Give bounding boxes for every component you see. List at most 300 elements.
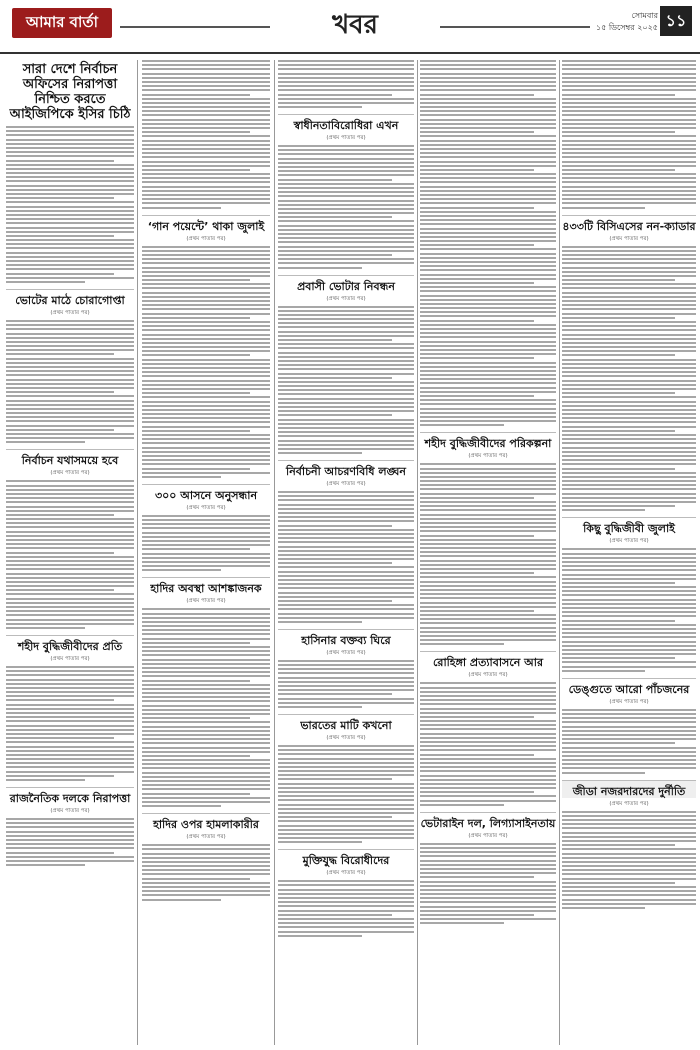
text-line — [278, 187, 414, 189]
text-line — [142, 853, 270, 855]
text-line — [278, 385, 414, 387]
masthead-rule-right — [440, 26, 590, 28]
continuation-note: (প্রথম পাতার পর) — [186, 598, 226, 605]
text-line — [562, 557, 696, 559]
text-line — [142, 801, 270, 803]
text-line — [420, 787, 556, 789]
text-line — [278, 162, 414, 164]
article-body — [562, 709, 696, 774]
text-line — [562, 127, 696, 129]
text-line — [142, 709, 270, 711]
text-line — [142, 77, 270, 79]
text-line — [562, 338, 696, 340]
text-line — [562, 611, 696, 613]
text-line — [562, 493, 696, 495]
text-line — [562, 603, 696, 605]
text-line — [278, 504, 414, 506]
headline-some-intellectuals[interactable]: কিছু বুদ্ধিজীবী জুলাই — [562, 517, 696, 535]
text-line — [6, 826, 134, 828]
text-line — [562, 886, 696, 888]
text-line — [6, 779, 85, 781]
article-body — [278, 306, 414, 455]
text-line — [6, 552, 114, 554]
headline-dengue[interactable]: ডেঙ্গুতে আরো পাঁচজনের — [562, 678, 696, 696]
text-line — [562, 156, 696, 158]
article-body — [562, 548, 696, 671]
text-line — [142, 94, 250, 96]
text-line — [278, 246, 414, 248]
text-line — [420, 274, 556, 276]
text-line — [562, 738, 696, 740]
text-line — [562, 177, 696, 179]
text-line — [278, 452, 362, 454]
text-line — [6, 531, 134, 533]
text-line — [420, 89, 556, 91]
text-line — [142, 548, 250, 550]
headline-martyred-intellectuals[interactable]: শহীদ বুদ্ধিজীবীদের প্রতি — [6, 635, 134, 653]
text-line — [6, 341, 134, 343]
text-line — [6, 252, 134, 254]
headline-ec-security[interactable]: সারা দেশে নির্বাচন অফিসের নিরাপত্তা নিশ্চিত করতে আইজিপিকে ইসির চিঠি — [9, 62, 131, 122]
text-line — [6, 556, 134, 558]
text-line — [6, 733, 134, 735]
text-line — [420, 424, 504, 426]
text-line — [562, 717, 696, 719]
text-line — [562, 207, 645, 209]
text-line — [562, 632, 696, 634]
text-line — [562, 505, 675, 507]
text-line — [278, 106, 362, 108]
text-line — [142, 899, 221, 901]
text-line — [142, 64, 270, 66]
text-line — [142, 283, 270, 285]
headline-intellectual-plan[interactable]: শহীদ বুদ্ধিজীবীদের পরিকল্পনা — [420, 432, 556, 450]
text-line — [562, 624, 696, 626]
article-body — [142, 515, 270, 571]
text-line — [6, 485, 134, 487]
text-line — [420, 754, 534, 756]
text-line — [562, 81, 696, 83]
text-line — [562, 832, 696, 834]
text-line — [142, 873, 270, 875]
text-line — [562, 367, 696, 369]
text-line — [420, 190, 556, 192]
text-line — [142, 638, 270, 640]
text-line — [562, 64, 696, 66]
text-line — [420, 885, 556, 887]
text-line — [6, 593, 134, 595]
text-line — [562, 68, 696, 70]
text-line — [6, 856, 134, 858]
text-line — [278, 444, 414, 446]
headline-india-soil[interactable]: ভারতের মাটি কখনো — [278, 714, 414, 732]
text-line — [278, 804, 414, 806]
text-line — [142, 308, 270, 310]
text-line — [562, 899, 696, 901]
text-line — [278, 770, 414, 772]
text-line — [6, 835, 134, 837]
text-line — [6, 480, 134, 482]
text-line — [562, 198, 696, 200]
text-line — [278, 145, 414, 147]
text-line — [562, 844, 675, 846]
text-line — [278, 195, 414, 197]
text-line — [278, 60, 414, 62]
text-line — [278, 762, 414, 764]
text-line — [278, 554, 414, 556]
text-line — [278, 254, 392, 256]
text-line — [420, 127, 556, 129]
text-line — [142, 148, 270, 150]
text-line — [562, 742, 675, 744]
continuation-note: (প্রথম পাতার পর) — [326, 734, 366, 741]
text-line — [142, 110, 270, 112]
text-line — [562, 594, 696, 596]
text-line — [6, 358, 134, 360]
text-line — [142, 119, 270, 121]
text-line — [278, 310, 414, 312]
headline-hadi-condition[interactable]: হাদির অবস্থা আশঙ্কাজনক — [142, 577, 270, 595]
text-line — [142, 730, 270, 732]
text-line — [278, 220, 414, 222]
text-line — [142, 684, 270, 686]
text-line — [562, 334, 696, 336]
text-line — [420, 399, 556, 401]
text-line — [6, 151, 134, 153]
text-line — [6, 383, 134, 385]
text-line — [420, 102, 556, 104]
text-line — [142, 654, 270, 656]
headline-bcs-non-cadre[interactable]: ৪৩৩টি বিসিএসের নন-ক্যাডার — [562, 215, 696, 233]
continuation-note: (প্রথম পাতার পর) — [609, 235, 649, 242]
text-line — [562, 645, 696, 647]
text-line — [420, 282, 534, 284]
continuation-note: (প্রথম পাতার পর) — [468, 832, 508, 839]
text-line — [6, 235, 114, 237]
text-line — [562, 755, 696, 757]
text-line — [142, 633, 270, 635]
text-line — [278, 749, 414, 751]
text-line — [6, 172, 134, 174]
text-line — [6, 197, 114, 199]
text-line — [562, 747, 696, 749]
text-line — [562, 152, 696, 154]
text-line — [6, 674, 134, 676]
text-line — [142, 519, 270, 521]
text-line — [420, 152, 556, 154]
text-line — [562, 186, 696, 188]
continuation-note: (প্রথম পাতার পর) — [186, 504, 226, 511]
text-line — [562, 106, 696, 108]
text-line — [142, 447, 270, 449]
text-line — [6, 139, 134, 141]
text-line — [562, 641, 696, 643]
text-line — [420, 543, 556, 545]
text-line — [278, 410, 414, 412]
text-line — [420, 336, 556, 338]
headline-hasina-speech[interactable]: হাসিনার বক্তব্য ঘিরে — [278, 629, 414, 647]
text-line — [142, 346, 270, 348]
text-line — [6, 349, 134, 351]
text-line — [142, 262, 270, 264]
text-line — [278, 525, 392, 527]
text-line — [6, 581, 134, 583]
text-line — [562, 848, 696, 850]
text-line — [420, 893, 556, 895]
text-line — [420, 610, 534, 612]
text-line — [142, 438, 270, 440]
text-line — [562, 484, 696, 486]
text-line — [278, 783, 414, 785]
text-line — [142, 60, 270, 62]
text-line — [420, 85, 556, 87]
text-line — [142, 271, 270, 273]
text-line — [562, 455, 696, 457]
text-line — [420, 791, 534, 793]
text-line — [278, 183, 414, 185]
text-line — [420, 695, 556, 697]
text-line — [562, 85, 696, 87]
text-line — [278, 537, 414, 539]
text-line — [420, 712, 556, 714]
text-line — [142, 127, 270, 129]
text-line — [420, 420, 556, 422]
text-line — [142, 430, 250, 432]
text-line — [278, 558, 414, 560]
text-line — [142, 207, 221, 209]
text-line — [420, 207, 534, 209]
text-line — [142, 561, 270, 563]
text-line — [562, 275, 696, 277]
headline-corruption[interactable]: জীডা নজরদারদের দুর্নীতি — [562, 780, 696, 798]
text-line — [6, 268, 134, 270]
text-line — [142, 254, 270, 256]
text-line — [420, 131, 534, 133]
text-line — [562, 313, 696, 315]
text-line — [562, 713, 696, 715]
text-line — [6, 526, 134, 528]
text-line — [278, 753, 414, 755]
headline-expat-voter[interactable]: প্রবাসী ভোটার নিবন্ধন — [278, 275, 414, 293]
text-line — [6, 429, 114, 431]
text-line — [562, 763, 696, 765]
column-rule — [274, 60, 275, 1045]
text-line — [278, 668, 414, 670]
text-line — [562, 271, 696, 273]
text-line — [420, 918, 556, 920]
article-body — [6, 126, 134, 283]
text-line — [142, 515, 270, 517]
text-line — [6, 762, 134, 764]
text-line — [420, 800, 556, 802]
headline-party-security[interactable]: রাজনৈতিক দলকে নিরাপত্তা — [6, 787, 134, 805]
text-line — [278, 389, 414, 391]
text-line — [562, 548, 696, 550]
text-line — [142, 342, 270, 344]
text-line — [6, 489, 134, 491]
text-line — [6, 679, 134, 681]
text-line — [420, 332, 556, 334]
text-line — [562, 169, 675, 171]
headline-gun-point-july[interactable]: ‘গান পয়েন্টে’ থাকা জুলাই — [142, 215, 270, 233]
text-line — [278, 237, 414, 239]
text-line — [420, 362, 556, 364]
text-line — [278, 335, 414, 337]
text-line — [420, 303, 556, 305]
headline-hadi-attacker[interactable]: হাদির ওপর হামলাকারীর — [142, 813, 270, 831]
text-line — [562, 819, 696, 821]
text-line — [142, 177, 270, 179]
text-line — [142, 751, 270, 753]
text-line — [420, 745, 556, 747]
text-line — [6, 395, 134, 397]
text-line — [562, 396, 696, 398]
text-line — [420, 728, 556, 730]
text-line — [6, 670, 134, 672]
text-line — [278, 897, 414, 899]
text-line — [278, 575, 414, 577]
text-line — [278, 204, 414, 206]
text-line — [420, 307, 556, 309]
headline-anti-liberation[interactable]: স্বাধীনতাবিরোধিরা এখন — [278, 114, 414, 132]
text-line — [420, 161, 556, 163]
text-line — [6, 864, 85, 866]
text-line — [278, 918, 414, 920]
text-line — [420, 509, 556, 511]
text-line — [278, 512, 414, 514]
text-line — [278, 778, 392, 780]
column-rule — [559, 60, 560, 1045]
headline-anti-liberation-war[interactable]: মুক্তিযুদ্ধ বিরোধীদের — [278, 849, 414, 867]
text-line — [420, 872, 556, 874]
text-line — [562, 375, 696, 377]
text-line — [420, 106, 556, 108]
text-line — [142, 721, 270, 723]
text-line — [142, 89, 270, 91]
text-line — [142, 688, 270, 690]
text-line — [420, 148, 556, 150]
text-line — [278, 698, 414, 700]
text-line — [420, 194, 556, 196]
text-line — [6, 627, 85, 629]
text-line — [6, 704, 134, 706]
article-body — [6, 320, 134, 443]
headline-300-seats[interactable]: ৩০০ আসনে অনুসন্ধান — [142, 484, 270, 502]
text-line — [420, 855, 556, 857]
text-line — [142, 544, 270, 546]
text-line — [562, 670, 645, 672]
text-line — [278, 508, 414, 510]
headline-vote-field[interactable]: ভোটের মাঠে চোরাগোপ্তা — [6, 289, 134, 307]
text-line — [6, 725, 134, 727]
text-line — [278, 621, 362, 623]
text-line — [562, 657, 675, 659]
headline-veterinary[interactable]: ভেটারাইন দল, লিগ্যাসাইনতায় — [420, 812, 556, 830]
text-line — [278, 799, 414, 801]
text-line — [6, 324, 134, 326]
text-line — [420, 622, 556, 624]
text-line — [562, 409, 696, 411]
text-line — [278, 693, 392, 695]
text-line — [278, 808, 414, 810]
text-line — [420, 639, 556, 641]
text-line — [142, 140, 270, 142]
continuation-note: (প্রথম পাতার পর) — [326, 295, 366, 302]
text-line — [6, 227, 134, 229]
text-line — [278, 381, 414, 383]
text-line — [142, 135, 270, 137]
text-line — [420, 198, 556, 200]
text-line — [278, 331, 414, 333]
text-line — [420, 860, 556, 862]
text-line — [142, 565, 270, 567]
text-line — [6, 606, 134, 608]
text-line — [562, 89, 696, 91]
text-line — [562, 509, 645, 511]
text-line — [420, 889, 556, 891]
text-line — [142, 296, 270, 298]
text-line — [278, 64, 414, 66]
text-line — [562, 165, 696, 167]
text-line — [420, 370, 556, 372]
text-line — [562, 354, 675, 356]
text-line — [278, 440, 414, 442]
text-line — [278, 431, 414, 433]
text-line — [562, 317, 675, 319]
text-line — [142, 161, 270, 163]
text-line — [562, 161, 696, 163]
text-line — [6, 160, 114, 162]
text-line — [6, 860, 134, 862]
text-line — [6, 201, 134, 203]
text-line — [420, 278, 556, 280]
text-line — [278, 393, 414, 395]
text-line — [142, 304, 270, 306]
text-line — [142, 152, 270, 154]
text-line — [562, 421, 696, 423]
text-line — [562, 250, 696, 252]
text-line — [420, 733, 556, 735]
column-5 — [562, 60, 696, 1045]
text-line — [142, 250, 270, 252]
headline-code-violation[interactable]: নির্বাচনী আচরণবিধি লঙ্ঘন — [278, 460, 414, 478]
text-line — [6, 256, 134, 258]
text-line — [562, 553, 696, 555]
text-line — [6, 666, 134, 668]
text-line — [278, 766, 414, 768]
text-line — [420, 345, 556, 347]
text-line — [142, 106, 270, 108]
text-line — [562, 565, 696, 567]
text-line — [6, 130, 134, 132]
text-line — [420, 631, 556, 633]
text-line — [562, 811, 696, 813]
text-line — [6, 771, 134, 773]
text-line — [142, 384, 270, 386]
text-line — [142, 861, 270, 863]
text-line — [420, 472, 556, 474]
text-line — [562, 472, 696, 474]
headline-election-on-time[interactable]: নির্বাচন যথাসময়ে হবে — [6, 449, 134, 467]
text-line — [562, 836, 696, 838]
text-line — [6, 180, 134, 182]
text-line — [6, 598, 134, 600]
text-line — [142, 886, 270, 888]
text-line — [278, 562, 392, 564]
text-line — [278, 837, 414, 839]
text-line — [420, 602, 556, 604]
headline-rohingya[interactable]: রোহিঙ্গা প্রত্যাবাসনে আর — [420, 651, 556, 669]
